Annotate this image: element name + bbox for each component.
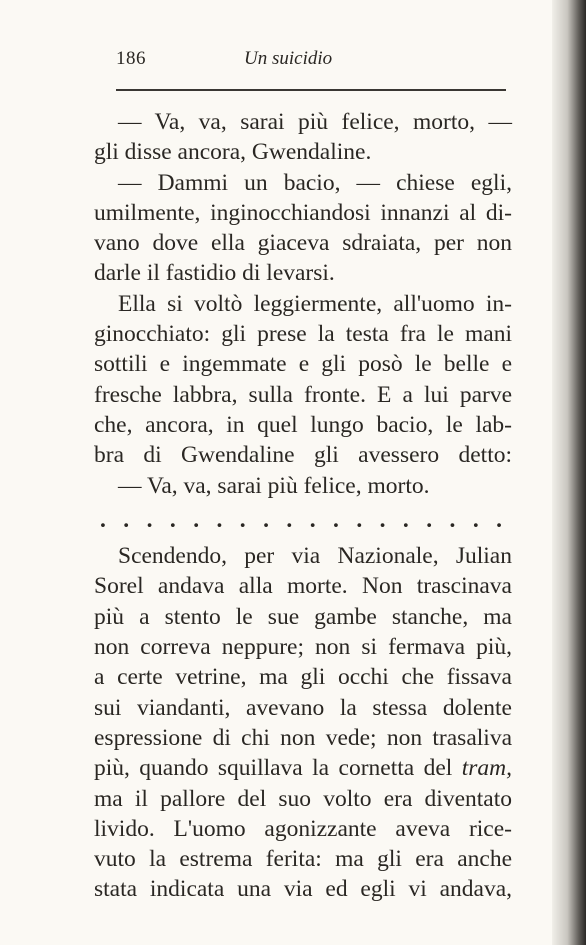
page-number: 186 (116, 48, 146, 69)
section-separator: . . . . . . . . . . . . . . . . . . (100, 506, 502, 533)
body-text (94, 107, 512, 905)
text-line: non correva neppure; non si fermava più, (94, 634, 512, 661)
text-line: Ella si voltò leggiermente, all'uomo in- (118, 290, 512, 317)
text-line: — Va, va, sarai più felice, morto. (118, 472, 430, 499)
text-line: espressione di chi non vede; non trasaliva (94, 724, 512, 751)
text-line: stata indicata una via ed egli vi andava, (94, 876, 512, 903)
text-line: che, ancora, in quel lungo bacio, le lab- (94, 411, 512, 438)
text-line: ginocchiato: gli prese la testa fra le mani (94, 321, 512, 348)
text-line: più a stento le sue gambe stanche, ma (94, 603, 512, 630)
text-line: a certe vetrine, ma gli occhi che fissava (94, 664, 512, 691)
text-line: sui viandanti, avevano la stessa dolente (94, 694, 512, 721)
text-line: darle il fastidio di levarsi. (94, 260, 335, 287)
text-line: livido. L'uomo agonizzante aveva rice- (94, 815, 512, 842)
text-line: — Dammi un bacio, — chiese egli, (118, 169, 512, 196)
italic-word: tram, (461, 755, 512, 782)
text-line: vuto la estrema ferita: ma gli era anche (94, 846, 512, 873)
text-line: Sorel andava alla morte. Non trascinava (94, 573, 512, 600)
text-line: ma il pallore del suo volto era diventato (94, 785, 512, 812)
chapter-title: Un suicidio (244, 48, 333, 69)
text-line: — Va, va, sarai più felice, morto, — (118, 109, 512, 135)
page-edge-shadow (552, 0, 586, 945)
text-line: vano dove ella giaceva sdraiata, per non (94, 230, 512, 257)
running-head (116, 48, 506, 78)
text-line: fresche labbra, sulla fronte. E a lui parve (94, 381, 512, 408)
text-line: bra di Gwendaline gli avessero detto: (94, 442, 512, 469)
text-line: gli disse ancora, Gwendaline. (94, 139, 372, 166)
header-rule (116, 89, 506, 91)
text-fragment: più, quando squillava la cornetta del (94, 755, 462, 782)
text-line: umilmente, inginocchiandosi innanzi al di- (94, 199, 512, 226)
text-line (94, 753, 512, 783)
text-line: Scendendo, per via Nazionale, Julian (118, 543, 512, 570)
text-line: sottili e ingemmate e gli posò le belle e (94, 351, 512, 378)
